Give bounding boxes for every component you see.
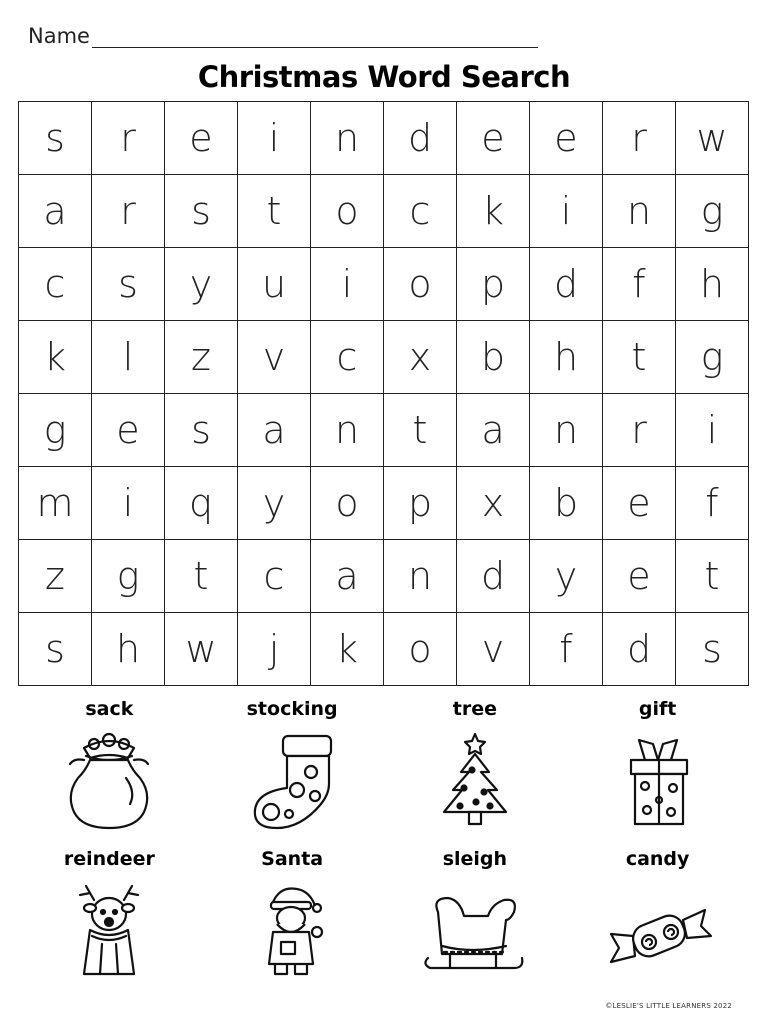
grid-cell[interactable]: g [676, 321, 749, 394]
grid-cell[interactable]: t [676, 540, 749, 613]
grid-cell[interactable]: d [384, 102, 457, 175]
grid-cell[interactable]: a [19, 175, 92, 248]
word-card-candy [566, 848, 749, 998]
word-card-sack [18, 698, 201, 848]
grid-cell[interactable]: s [92, 248, 165, 321]
grid-cell[interactable]: e [603, 467, 676, 540]
grid-cell[interactable]: t [165, 540, 238, 613]
grid-cell[interactable]: g [92, 540, 165, 613]
grid-cell[interactable]: c [384, 175, 457, 248]
tree-icon [420, 730, 530, 835]
word-bank [18, 698, 749, 1008]
grid-cell[interactable]: o [384, 613, 457, 686]
name-field-row [28, 24, 538, 48]
grid-cell[interactable]: t [603, 321, 676, 394]
grid-cell[interactable]: h [676, 248, 749, 321]
grid-cell[interactable]: v [457, 613, 530, 686]
santa-icon [237, 880, 347, 985]
grid-cell[interactable]: w [676, 102, 749, 175]
grid-cell[interactable]: p [384, 467, 457, 540]
grid-cell[interactable]: s [676, 613, 749, 686]
gift-icon [603, 730, 713, 835]
word-label: stocking [246, 698, 338, 720]
word-card-gift [566, 698, 749, 848]
grid-cell[interactable]: w [165, 613, 238, 686]
word-card-stocking [201, 698, 384, 848]
word-card-tree [384, 698, 567, 848]
grid-cell[interactable]: y [165, 248, 238, 321]
word-card-santa [201, 848, 384, 998]
grid-cell[interactable]: e [603, 540, 676, 613]
grid-cell[interactable]: u [238, 248, 311, 321]
grid-cell[interactable]: c [238, 540, 311, 613]
grid-cell[interactable]: n [530, 394, 603, 467]
name-blank-line[interactable] [92, 28, 538, 48]
grid-cell[interactable]: e [530, 102, 603, 175]
grid-cell[interactable]: e [165, 102, 238, 175]
grid-cell[interactable]: n [311, 102, 384, 175]
grid-cell[interactable]: j [238, 613, 311, 686]
grid-cell[interactable]: s [19, 102, 92, 175]
grid-cell[interactable]: n [603, 175, 676, 248]
grid-cell[interactable]: r [92, 175, 165, 248]
candy-icon [603, 880, 713, 985]
grid-cell[interactable]: f [530, 613, 603, 686]
grid-cell[interactable]: y [530, 540, 603, 613]
grid-cell[interactable]: x [384, 321, 457, 394]
sleigh-icon [420, 880, 530, 985]
grid-cell[interactable]: d [603, 613, 676, 686]
grid-cell[interactable]: y [238, 467, 311, 540]
grid-cell[interactable]: n [384, 540, 457, 613]
grid-cell[interactable]: t [238, 175, 311, 248]
grid-cell[interactable]: h [92, 613, 165, 686]
grid-cell[interactable]: f [603, 248, 676, 321]
grid-cell[interactable]: k [311, 613, 384, 686]
sack-icon [54, 730, 164, 835]
stocking-icon [237, 730, 347, 835]
grid-cell[interactable]: v [238, 321, 311, 394]
grid-cell[interactable]: o [311, 175, 384, 248]
grid-cell[interactable]: e [457, 102, 530, 175]
grid-cell[interactable]: q [165, 467, 238, 540]
grid-cell[interactable]: z [165, 321, 238, 394]
grid-cell[interactable]: s [19, 613, 92, 686]
copyright-text: ©LESLIE'S LITTLE LEARNERS 2022 [605, 1002, 732, 1010]
grid-cell[interactable]: r [603, 102, 676, 175]
grid-cell[interactable]: i [238, 102, 311, 175]
name-label: Name [28, 24, 90, 48]
grid-cell[interactable]: c [19, 248, 92, 321]
grid-cell[interactable]: i [92, 467, 165, 540]
grid-cell[interactable]: r [92, 102, 165, 175]
grid-cell[interactable]: d [457, 540, 530, 613]
word-label: gift [638, 698, 677, 720]
grid-cell[interactable]: d [530, 248, 603, 321]
grid-cell[interactable]: g [19, 394, 92, 467]
grid-cell[interactable]: n [311, 394, 384, 467]
word-label: candy [625, 848, 690, 870]
grid-cell[interactable]: i [311, 248, 384, 321]
reindeer-icon [54, 880, 164, 985]
grid-cell[interactable]: c [311, 321, 384, 394]
grid-cell[interactable]: i [530, 175, 603, 248]
grid-cell[interactable]: s [165, 175, 238, 248]
grid-cell[interactable]: s [165, 394, 238, 467]
grid-cell[interactable]: b [530, 467, 603, 540]
grid-cell[interactable]: r [603, 394, 676, 467]
grid-cell[interactable]: x [457, 467, 530, 540]
grid-cell[interactable]: m [19, 467, 92, 540]
word-search-grid [18, 101, 749, 686]
grid-cell[interactable]: e [92, 394, 165, 467]
word-label: Santa [261, 848, 324, 870]
word-card-sleigh [384, 848, 567, 998]
grid-cell[interactable]: t [384, 394, 457, 467]
grid-cell[interactable]: i [676, 394, 749, 467]
grid-cell[interactable]: l [92, 321, 165, 394]
grid-cell[interactable]: a [238, 394, 311, 467]
grid-cell[interactable]: z [19, 540, 92, 613]
word-label: sleigh [442, 848, 508, 870]
grid-cell[interactable]: p [457, 248, 530, 321]
grid-cell[interactable]: a [457, 394, 530, 467]
word-card-reindeer [18, 848, 201, 998]
word-label: sack [85, 698, 134, 720]
grid-cell[interactable]: f [676, 467, 749, 540]
grid-cell[interactable]: a [311, 540, 384, 613]
word-label: reindeer [63, 848, 155, 870]
grid-cell[interactable]: k [19, 321, 92, 394]
word-label: tree [452, 698, 497, 720]
grid-cell[interactable]: o [311, 467, 384, 540]
page-title: Christmas Word Search [197, 60, 571, 94]
grid-cell[interactable]: h [530, 321, 603, 394]
grid-cell[interactable]: b [457, 321, 530, 394]
grid-cell[interactable]: k [457, 175, 530, 248]
grid-cell[interactable]: g [676, 175, 749, 248]
grid-cell[interactable]: o [384, 248, 457, 321]
